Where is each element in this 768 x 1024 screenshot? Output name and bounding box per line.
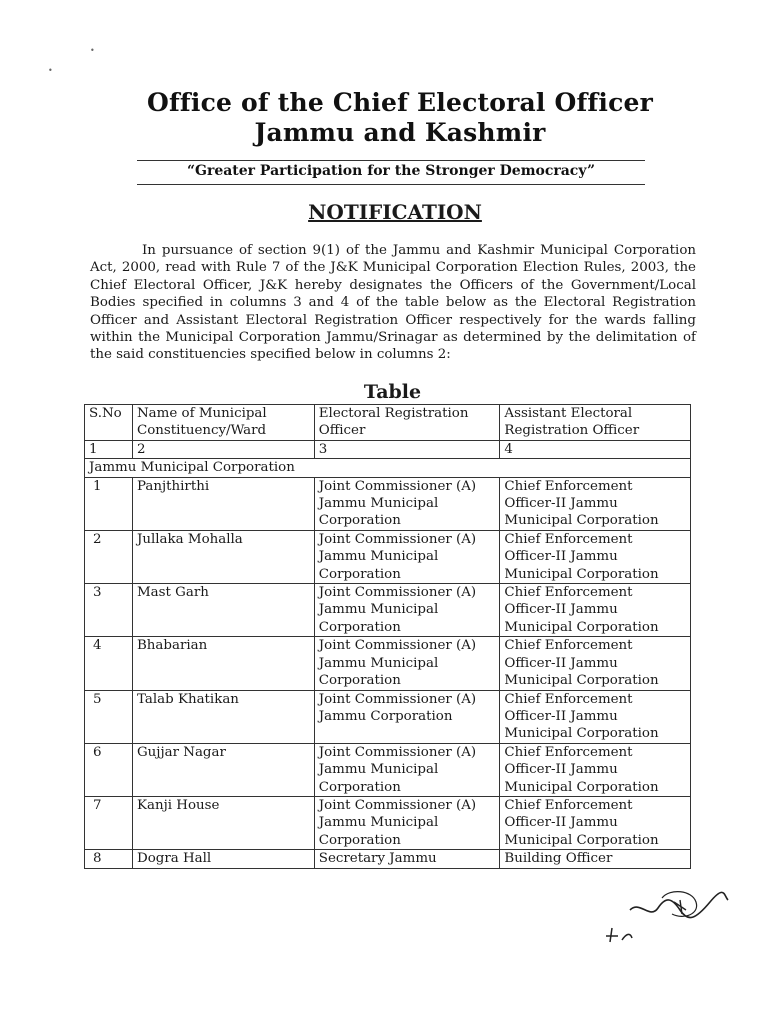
group-row bbox=[85, 459, 691, 477]
notification-heading: NOTIFICATION bbox=[308, 200, 482, 224]
table-row bbox=[85, 530, 691, 583]
column-number: 4 bbox=[500, 440, 691, 458]
table-row bbox=[85, 690, 691, 743]
cell-ero: Joint Commissioner (A) Jammu Municipal Corporation bbox=[314, 477, 500, 530]
scan-speck: • bbox=[48, 66, 53, 75]
cell-ero: Secretary Jammu bbox=[314, 850, 500, 868]
cell-sno: 7 bbox=[85, 796, 133, 849]
cell-sno: 6 bbox=[85, 743, 133, 796]
handwritten-signature bbox=[600, 880, 730, 960]
header-sno: S.No bbox=[85, 405, 133, 441]
office-subtitle: Jammu and Kashmir bbox=[254, 118, 546, 147]
cell-ward: Kanji House bbox=[132, 796, 314, 849]
cell-aero: Chief Enforcement Officer-II Jammu Municipal Corporation bbox=[500, 743, 691, 796]
cell-ero: Joint Commissioner (A) Jammu Corporation bbox=[314, 690, 500, 743]
cell-sno: 8 bbox=[85, 850, 133, 868]
cell-ero: Joint Commissioner (A) Jammu Municipal Corporation bbox=[314, 743, 500, 796]
cell-aero: Chief Enforcement Officer-II Jammu Municipal Corporation bbox=[500, 637, 691, 690]
office-title: Office of the Chief Electoral Officer bbox=[147, 88, 653, 117]
cell-ward: Panjthirthi bbox=[132, 477, 314, 530]
column-number-row bbox=[85, 440, 691, 458]
cell-aero: Chief Enforcement Officer-II Jammu Municipal Corporation bbox=[500, 796, 691, 849]
table-row bbox=[85, 477, 691, 530]
cell-aero: Chief Enforcement Officer-II Jammu Municipal Corporation bbox=[500, 584, 691, 637]
cell-ero: Joint Commissioner (A) Jammu Municipal Corporation bbox=[314, 796, 500, 849]
scan-speck: • bbox=[90, 46, 95, 55]
table-row bbox=[85, 637, 691, 690]
cell-ward: Jullaka Mohalla bbox=[132, 530, 314, 583]
cell-ero: Joint Commissioner (A) Jammu Municipal Corporation bbox=[314, 584, 500, 637]
cell-sno: 3 bbox=[85, 584, 133, 637]
cell-sno: 1 bbox=[85, 477, 133, 530]
table-row bbox=[85, 850, 691, 868]
cell-ero: Joint Commissioner (A) Jammu Municipal Corporation bbox=[314, 530, 500, 583]
cell-ward: Dogra Hall bbox=[132, 850, 314, 868]
cell-ward: Talab Khatikan bbox=[132, 690, 314, 743]
cell-aero: Chief Enforcement Officer-II Jammu Municipal Corporation bbox=[500, 690, 691, 743]
table-row bbox=[85, 584, 691, 637]
ero-table bbox=[84, 404, 691, 869]
column-number: 3 bbox=[314, 440, 500, 458]
group-label: Jammu Municipal Corporation bbox=[85, 459, 691, 477]
cell-sno: 2 bbox=[85, 530, 133, 583]
cell-aero: Building Officer bbox=[500, 850, 691, 868]
slogan-top-rule bbox=[137, 160, 645, 161]
slogan-bottom-rule bbox=[137, 184, 645, 185]
cell-ward: Bhabarian bbox=[132, 637, 314, 690]
cell-ero: Joint Commissioner (A) Jammu Municipal Corporation bbox=[314, 637, 500, 690]
table-header-row bbox=[85, 405, 691, 441]
notification-body: In pursuance of section 9(1) of the Jammu and Kashmir Municipal Corporation Act, 2000, read with Rule 7 of the J&K Municipal Corporation Election Rules, 2003, the Chief Electoral Officer, J&K hereby designates the Officers of the Government/Local Bodies specified in columns 3 and 4 of the table below as the Electoral Registration Officer and Assistant Electoral Registration Officer respectively for the wards falling within the Municipal Corporation Jammu/Srinagar as determined by the delimitation of the said constituencies specified below in columns 2: bbox=[90, 243, 696, 363]
table-row bbox=[85, 796, 691, 849]
header-aero: Assistant Electoral Registration Officer bbox=[500, 405, 691, 441]
table-row bbox=[85, 743, 691, 796]
table-label: Table bbox=[363, 381, 422, 403]
column-number: 2 bbox=[132, 440, 314, 458]
cell-aero: Chief Enforcement Officer-II Jammu Municipal Corporation bbox=[500, 477, 691, 530]
cell-ward: Mast Garh bbox=[132, 584, 314, 637]
cell-aero: Chief Enforcement Officer-II Jammu Municipal Corporation bbox=[500, 530, 691, 583]
column-number: 1 bbox=[85, 440, 133, 458]
cell-sno: 4 bbox=[85, 637, 133, 690]
header-ward: Name of Municipal Constituency/Ward bbox=[132, 405, 314, 441]
cell-sno: 5 bbox=[85, 690, 133, 743]
header-ero: Electoral Registration Officer bbox=[314, 405, 500, 441]
slogan: “Greater Participation for the Stronger Democracy” bbox=[186, 163, 596, 179]
cell-ward: Gujjar Nagar bbox=[132, 743, 314, 796]
